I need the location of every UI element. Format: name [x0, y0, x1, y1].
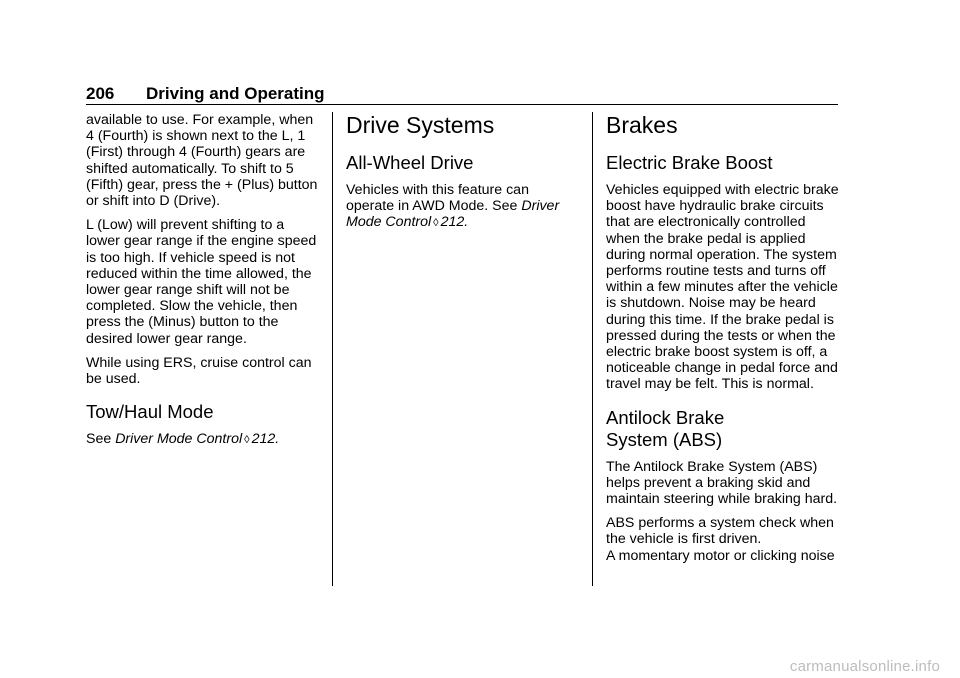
- section-heading-tow-haul: Tow/Haul Mode: [86, 401, 214, 423]
- abs-noise-text: A momentary motor or clicking noise: [606, 547, 835, 564]
- awd-paragraph: [346, 182, 578, 232]
- abs-heading-line2: System (ABS): [606, 428, 723, 450]
- header-divider: [86, 104, 838, 105]
- abs-heading-line1: Antilock Brake: [606, 406, 725, 428]
- page-ref-number: 212.: [251, 431, 280, 448]
- section-heading-awd: All-Wheel Drive: [346, 152, 474, 173]
- page-ref-number: 212.: [440, 214, 469, 231]
- paragraph: While using ERS, cruise control can be used.: [86, 354, 312, 388]
- column-divider: [332, 112, 333, 586]
- page-ref-icon: ◊: [433, 217, 439, 230]
- column-middle: [346, 112, 578, 240]
- paragraph: L (Low) will prevent shifting to a lower gear range if the engine speed is too high. If vehicle speed is not reduced within the time allowed, the lower gear range shift will not be completed. Slow the vehicle, then press the (Minus) button to the desired lower gear range.: [86, 217, 317, 347]
- tow-haul-reference: [86, 431, 322, 448]
- chapter-heading-brakes: Brakes: [606, 112, 678, 138]
- paragraph: Vehicles equipped with electric brake boost have hydraulic brake circuits that are electronically controlled when the brake pedal is applied during normal operation. The system performs routine tests and turns off within a few minutes after the vehicle is shutdown. Noise may be heard during this time. If the brake pedal is pressed during the tests or when the electric brake boost system is off, a noticeable change in pedal force and travel may be felt. This is normal.: [606, 182, 839, 393]
- column-divider: [592, 112, 593, 586]
- paragraph: [606, 515, 842, 564]
- reference-prefix: See: [86, 431, 116, 448]
- watermark: carmanualsonline.info: [789, 658, 940, 675]
- abs-check-text: ABS performs a system check when the vehicle is first driven.: [606, 515, 834, 548]
- section-heading-abs: [606, 407, 842, 451]
- page-number: 206: [86, 84, 115, 103]
- column-left: [86, 112, 322, 456]
- awd-text: Vehicles with this feature can operate in AWD Mode. See: [346, 182, 529, 215]
- driver-mode-control-link[interactable]: Driver Mode Control: [346, 198, 560, 231]
- paragraph: The Antilock Brake System (ABS) helps prevent a braking skid and maintain steering while braking hard.: [606, 458, 838, 508]
- column-right: [606, 112, 842, 564]
- chapter-heading-drive-systems: Drive Systems: [346, 112, 495, 138]
- section-title: Driving and Operating: [146, 84, 325, 103]
- driver-mode-control-link[interactable]: Driver Mode Control: [115, 431, 243, 448]
- page-ref-icon: ◊: [244, 434, 250, 447]
- page-header: [86, 84, 838, 104]
- section-heading-electric-brake-boost: Electric Brake Boost: [606, 152, 773, 173]
- paragraph: available to use. For example, when 4 (Fourth) is shown next to the L, 1 (First) through 4 (Fourth) gears are shifted automatically. To shift to 5 (Fifth) gear, press the + (Plus) button or shift into D (Drive).: [86, 112, 318, 210]
